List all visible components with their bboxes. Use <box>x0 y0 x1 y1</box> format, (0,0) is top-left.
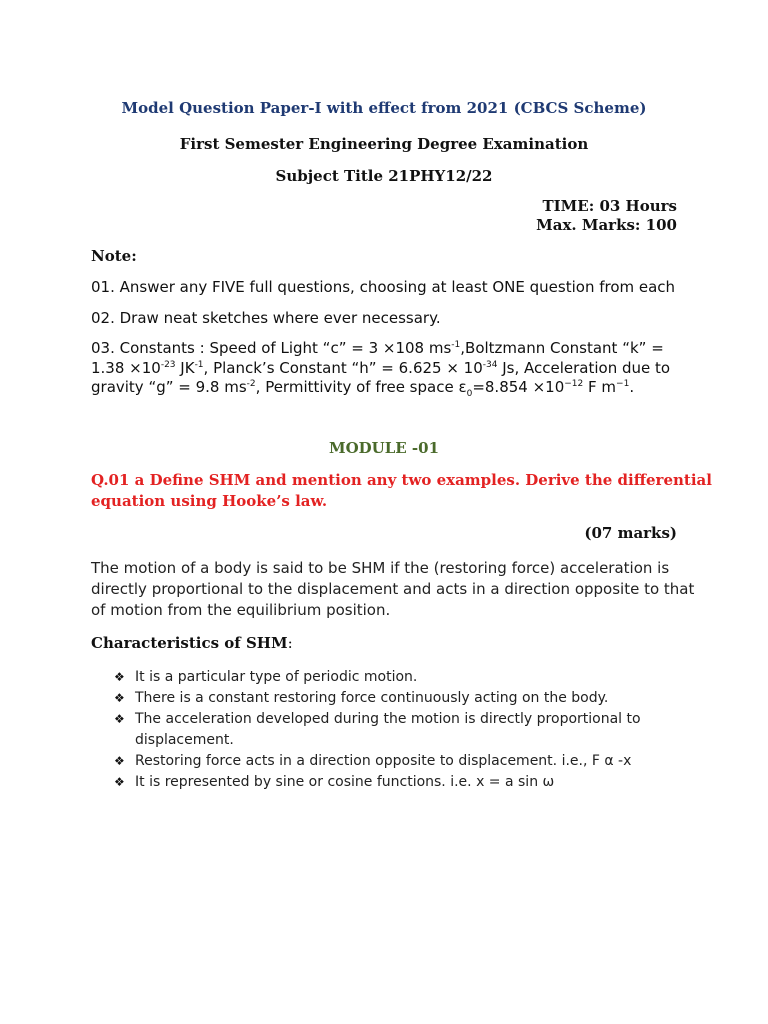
answer-paragraph-line-3: of motion from the equilibrium position. <box>91 601 391 619</box>
list-item: ❖ It is a particular type of periodic motion. <box>114 667 684 688</box>
characteristics-list <box>114 667 684 793</box>
exam-time: TIME: 03 Hours <box>542 197 677 215</box>
note-item-3-line-3: gravity “g” = 9.8 $ms^{-2}$, Permittivity of free space $\varepsilon_0=8.854 \times 10^{-12}$ F $m^{-1}$. <box>91 378 635 399</box>
list-item: ❖ It is represented by sine or cosine functions. i.e. x = a sin ω <box>114 772 684 793</box>
question-marks: (07 marks) <box>584 524 677 542</box>
diamond-bullet-icon: ❖ <box>114 691 125 705</box>
list-item: ❖ The acceleration developed during the motion is directly proportional to displacement. <box>114 711 641 748</box>
diamond-bullet-icon: ❖ <box>114 775 125 789</box>
note-item-3-line-1: 03. Constants : Speed of Light “c” = 3 ×108 $ms^{-1},Boltzmann$ Constant “k” = <box>91 339 664 357</box>
list-item: ❖ There is a constant restoring force continuously acting on the body. <box>114 688 684 709</box>
diamond-bullet-icon: ❖ <box>114 754 125 768</box>
diamond-bullet-icon: ❖ <box>114 712 125 726</box>
paper-title: Model Question Paper-I with effect from 2021 (CBCS Scheme) <box>121 99 647 117</box>
answer-paragraph-line-1: The motion of a body is said to be SHM if the (restoring force) acceleration is <box>91 559 670 577</box>
max-marks: Max. Marks: 100 <box>536 216 677 234</box>
note-item-1: 01. Answer any FIVE full questions, choosing at least ONE question from each <box>91 278 676 296</box>
list-item: ❖ Restoring force acts in a direction opposite to displacement. i.e., F α -x <box>114 751 684 772</box>
answer-paragraph-line-2: directly proportional to the displacement and acts in a direction opposite to that <box>91 580 695 598</box>
note-item-3-line-2: $1.38 \times 10^{-23}$ $JK^{-1}$, Planck’s Constant “h” = $6.625 \times 10^{-34}$ Js, Acceleration due to <box>91 359 671 377</box>
exam-title: First Semester Engineering Degree Examination <box>179 135 589 153</box>
diamond-bullet-icon: ❖ <box>114 670 125 684</box>
note-item-2: 02. Draw neat sketches where ever necessary. <box>91 309 441 327</box>
module-heading: MODULE -01 <box>328 439 440 457</box>
characteristics-heading: Characteristics of SHM: <box>91 634 293 652</box>
subject-title: Subject Title 21PHY12/22 <box>275 167 493 185</box>
question-line-1: Q.01 a Define SHM and mention any two examples. Derive the differential <box>91 471 712 489</box>
question-line-2: equation using Hooke’s law. <box>91 492 328 510</box>
note-heading: Note: <box>91 247 137 265</box>
